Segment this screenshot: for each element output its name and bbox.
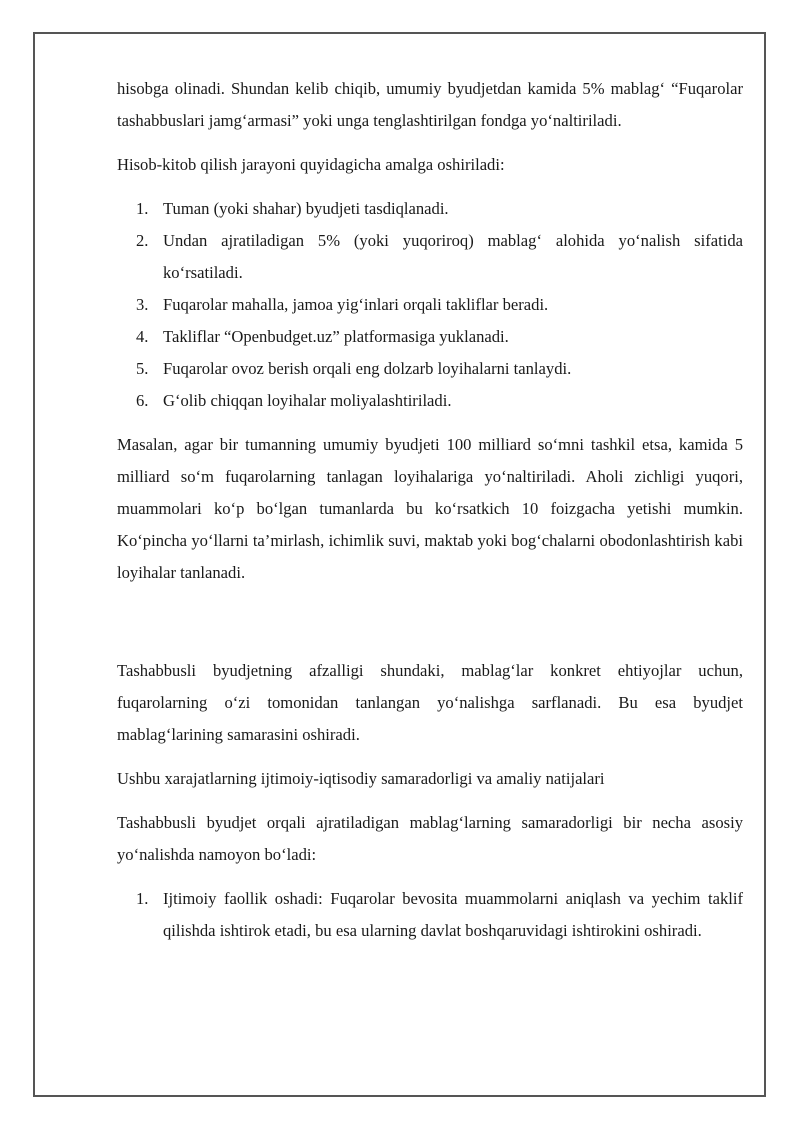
blank-line (117, 601, 743, 655)
list-item-text: G‘olib chiqqan loyihalar moliyalashtiriladi. (163, 391, 452, 410)
list-number: 1. (136, 199, 149, 218)
list-number: 3. (136, 295, 149, 314)
list-item-text: Takliflar “Openbudget.uz” platformasiga yuklanadi. (163, 327, 509, 346)
paragraph-effectiveness-intro: Tashabbusli byudjet orqali ajratiladigan mablag‘larning samaradorligi bir necha asosiy yo‘nalishda namoyon bo‘ladi: (117, 813, 743, 864)
list-number: 6. (136, 391, 149, 410)
section-heading: Ushbu xarajatlarning ijtimoiy-iqtisodiy samaradorligi va amaliy natijalari (117, 769, 605, 788)
paragraph-intro: hisobga olinadi. Shundan kelib chiqib, umumiy byudjetdan kamida 5% mablag‘ “Fuqarolar tashabbuslari jamg‘armasi” yoki unga tenglashtirilgan fondga yo‘naltiriladi. (117, 79, 743, 130)
list-item-text: Fuqarolar mahalla, jamoa yig‘inlari orqali takliflar beradi. (163, 295, 549, 314)
paragraph-calculation-process: Hisob-kitob qilish jarayoni quyidagicha amalga oshiriladi: (117, 155, 505, 174)
list-item (117, 321, 743, 353)
list-item (117, 883, 743, 947)
results-list (117, 883, 743, 947)
list-item (117, 385, 743, 417)
list-item-text: Tuman (yoki shahar) byudjeti tasdiqlanadi. (163, 199, 449, 218)
paragraph-example: Masalan, agar bir tumanning umumiy byudjeti 100 milliard so‘mni tashkil etsa, kamida 5 milliard so‘m fuqarolarning tanlagan loyihalariga yo‘naltiriladi. Aholi zichligi yuqori, muammolari ko‘p bo‘lgan tumanlarda bu ko‘rsatkich 10 foizgacha yetishi mumkin. Ko‘pincha yo‘llarni ta’mirlash, ichimlik suvi, maktab yoki bog‘chalarni obodonlashtirish kabi loyihalar tanlanadi. (117, 435, 743, 582)
list-item (117, 289, 743, 321)
paragraph-advantage: Tashabbusli byudjetning afzalligi shundaki, mablag‘lar konkret ehtiyojlar uchun, fuqarolarning o‘zi tomonidan tanlangan yo‘nalishga sarflanadi. Bu esa byudjet mablag‘larining samarasini oshiradi. (117, 661, 743, 744)
list-item-text: Undan ajratiladigan 5% (yoki yuqoriroq) mablag‘ alohida yo‘nalish sifatida ko‘rsatiladi. (163, 231, 743, 282)
list-item (117, 353, 743, 385)
list-number: 4. (136, 327, 149, 346)
list-item-text: Ijtimoiy faollik oshadi: Fuqarolar bevosita muammolarni aniqlash va yechim taklif qilishda ishtirok etadi, bu esa ularning davlat boshqaruvidagi ishtirokini oshiradi. (163, 889, 743, 940)
list-number: 1. (136, 889, 149, 908)
list-number: 5. (136, 359, 149, 378)
list-item (117, 225, 743, 289)
list-number: 2. (136, 231, 149, 250)
steps-list (117, 193, 743, 417)
list-item (117, 193, 743, 225)
document-body (117, 73, 743, 959)
list-item-text: Fuqarolar ovoz berish orqali eng dolzarb loyihalarni tanlaydi. (163, 359, 572, 378)
